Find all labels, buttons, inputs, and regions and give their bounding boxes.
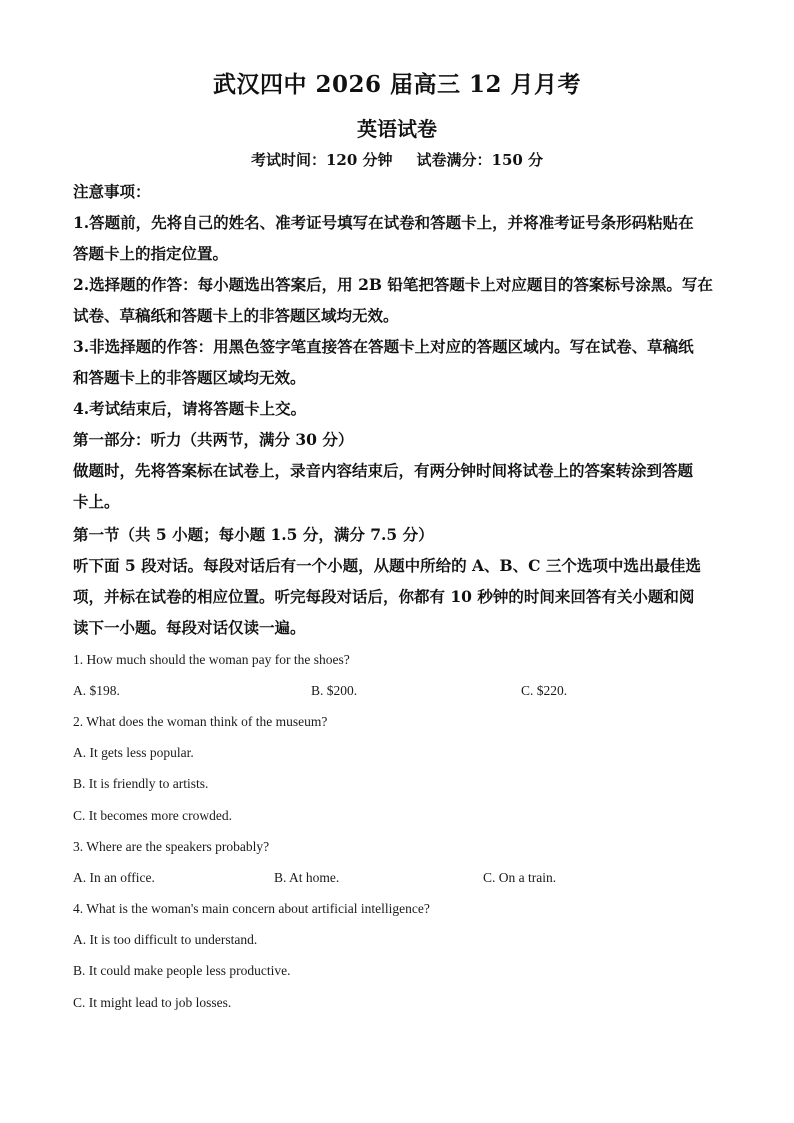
exam-info-line <box>0 149 794 170</box>
note-2-line-1: 2.选择题的作答：每小题选出答案后，用 2B 铅笔把答题卡上对应题目的答案标号涂黑。写在 <box>73 275 713 294</box>
part1-intro-line-1: 做题时，先将答案标在试卷上，录音内容结束后，有两分钟时间将试卷上的答案转涂到答题 <box>73 461 694 480</box>
question-1-stem: 1. How much should the woman pay for the shoes? <box>73 652 350 667</box>
note-1-line-1: 1.答题前，先将自己的姓名、准考证号填写在试卷和答题卡上，并将准考证号条形码粘贴在 <box>73 213 694 232</box>
question-1-option-b: B. $200. <box>311 683 358 698</box>
question-2-option-a: A. It gets less popular. <box>73 745 194 760</box>
question-4-stem: 4. What is the woman's main concern about artificial intelligence? <box>73 901 430 916</box>
question-2-option-c: C. It becomes more crowded. <box>73 808 232 823</box>
question-1-option-c: C. $220. <box>521 683 568 698</box>
note-3-line-2: 和答题卡上的非答题区域均无效。 <box>73 368 306 387</box>
question-3-option-a: A. In an office. <box>73 870 155 885</box>
note-1-line-2: 答题卡上的指定位置。 <box>73 244 229 263</box>
section1-line-3: 读下一小题。每段对话仅读一遍。 <box>73 618 306 637</box>
question-3-option-c: C. On a train. <box>483 870 557 885</box>
exam-subject: 英语试卷 <box>357 117 437 141</box>
exam-time: 考试时间：120 分钟 <box>250 151 393 169</box>
part1-intro-line-2: 卡上。 <box>73 492 120 511</box>
section1-line-2: 项，并标在试卷的相应位置。听完每段对话后，你都有 10 秒钟的时间来回答有关小题和阅 <box>73 587 695 606</box>
notes-heading: 注意事项： <box>73 182 151 201</box>
question-1-option-a: A. $198. <box>73 683 120 698</box>
question-4-option-a: A. It is too difficult to understand. <box>73 932 258 947</box>
part1-heading: 第一部分：听力（共两节，满分 30 分） <box>73 430 354 449</box>
note-2-line-2: 试卷、草稿纸和答题卡上的非答题区域均无效。 <box>73 306 399 325</box>
question-3-option-b: B. At home. <box>274 870 340 885</box>
question-4-option-b: B. It could make people less productive. <box>73 963 291 978</box>
question-3-stem: 3. Where are the speakers probably? <box>73 839 270 854</box>
question-2-stem: 2. What does the woman think of the museum? <box>73 714 328 729</box>
question-2-option-b: B. It is friendly to artists. <box>73 776 209 791</box>
note-4: 4.考试结束后，请将答题卡上交。 <box>73 399 307 418</box>
section1-heading: 第一节（共 5 小题；每小题 1.5 分，满分 7.5 分） <box>73 525 434 544</box>
exam-full-score: 试卷满分：150 分 <box>416 151 544 169</box>
note-3-line-1: 3.非选择题的作答：用黑色签字笔直接答在答题卡上对应的答题区域内。写在试卷、草稿纸 <box>73 337 694 356</box>
section1-line-1: 听下面 5 段对话。每段对话后有一个小题，从题中所给的 A、B、C 三个选项中选出最佳选 <box>73 556 701 575</box>
exam-title: 武汉四中 2026 届高三 12 月月考 <box>212 71 582 98</box>
question-4-option-c: C. It might lead to job losses. <box>73 995 232 1010</box>
